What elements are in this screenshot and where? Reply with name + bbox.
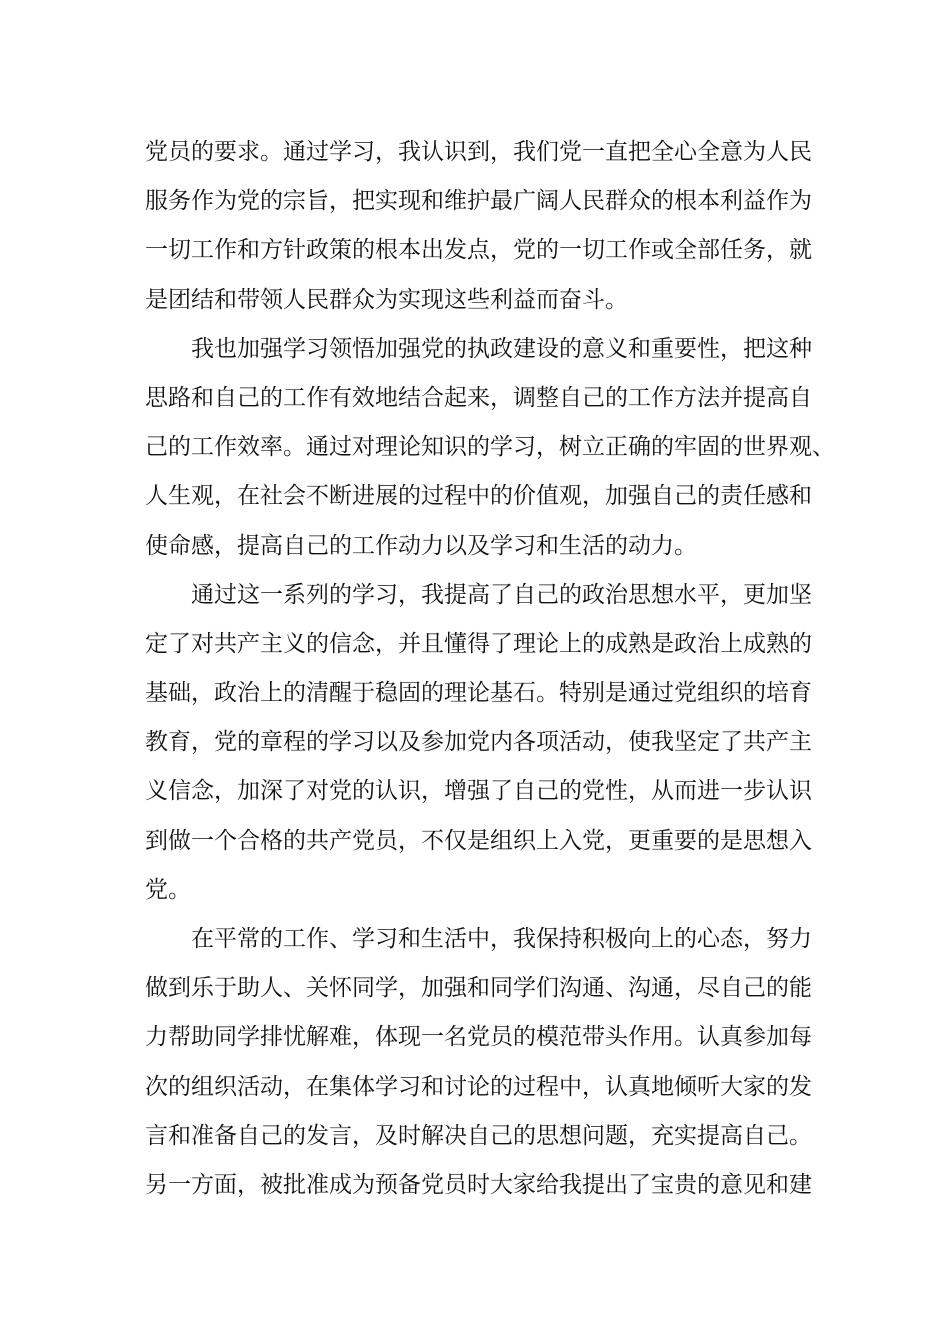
text-line: 次的组织活动，在集体学习和讨论的过程中，认真地倾听大家的发 bbox=[145, 1073, 812, 1100]
text-line: 另一方面，被批准成为预备党员时大家给我提出了宝贵的意见和建 bbox=[145, 1171, 812, 1198]
text-line: 一切工作和方针政策的根本出发点，党的一切工作或全部任务，就 bbox=[145, 237, 812, 264]
paragraph bbox=[145, 128, 810, 325]
text-line: 力帮助同学排忧解难，体现一名党员的模范带头作用。认真参加每 bbox=[145, 1024, 812, 1051]
text-line: 义信念，加深了对党的认识，增强了自己的党性，从而进一步认识 bbox=[145, 778, 812, 805]
text-line: 到做一个合格的共产党员，不仅是组织上入党，更重要的是思想入 bbox=[145, 827, 812, 854]
paragraph bbox=[145, 571, 810, 915]
document-body bbox=[145, 128, 835, 1210]
text-line: 党员的要求。通过学习，我认识到，我们党一直把全心全意为人民 bbox=[145, 139, 812, 165]
text-line: 言和准备自己的发言，及时解决自己的思想问题，充实提高自己。 bbox=[145, 1122, 812, 1149]
text-line: 我也加强学习领悟加强党的执政建设的意义和重要性，把这种 bbox=[191, 335, 812, 362]
text-line: 思路和自己的工作有效地结合起来，调整自己的工作方法并提高自 bbox=[145, 384, 812, 411]
text-line: 通过这一系列的学习，我提高了自己的政治思想水平，更加坚 bbox=[191, 581, 812, 608]
paragraph bbox=[145, 915, 810, 1210]
text-line: 在平常的工作、学习和生活中，我保持积极向上的心态，努力 bbox=[191, 926, 812, 952]
text-line: 服务作为党的宗旨，把实现和维护最广阔人民群众的根本利益作为 bbox=[145, 188, 812, 215]
text-line: 做到乐于助人、关怀同学，加强和同学们沟通、沟通，尽自己的能 bbox=[145, 975, 812, 1002]
paragraph bbox=[145, 325, 835, 571]
text-line: 教育，党的章程的学习以及参加党内各项活动，使我坚定了共产主 bbox=[145, 729, 812, 756]
text-line: 使命感，提高自己的工作动力以及学习和生活的动力。 bbox=[145, 532, 697, 559]
text-line: 基础，政治上的清醒于稳固的理论基石。特别是通过党组织的培育 bbox=[145, 680, 812, 707]
text-line: 己的工作效率。通过对理论知识的学习，树立正确的牢固的世界观、 bbox=[145, 434, 835, 461]
text-line: 人生观，在社会不断进展的过程中的价值观，加强自己的责任感和 bbox=[145, 483, 812, 510]
text-line: 定了对共产主义的信念，并且懂得了理论上的成熟是政治上成熟的 bbox=[145, 630, 812, 657]
text-line: 是团结和带领人民群众为实现这些利益而奋斗。 bbox=[145, 286, 628, 313]
text-line: 党。 bbox=[145, 876, 191, 903]
